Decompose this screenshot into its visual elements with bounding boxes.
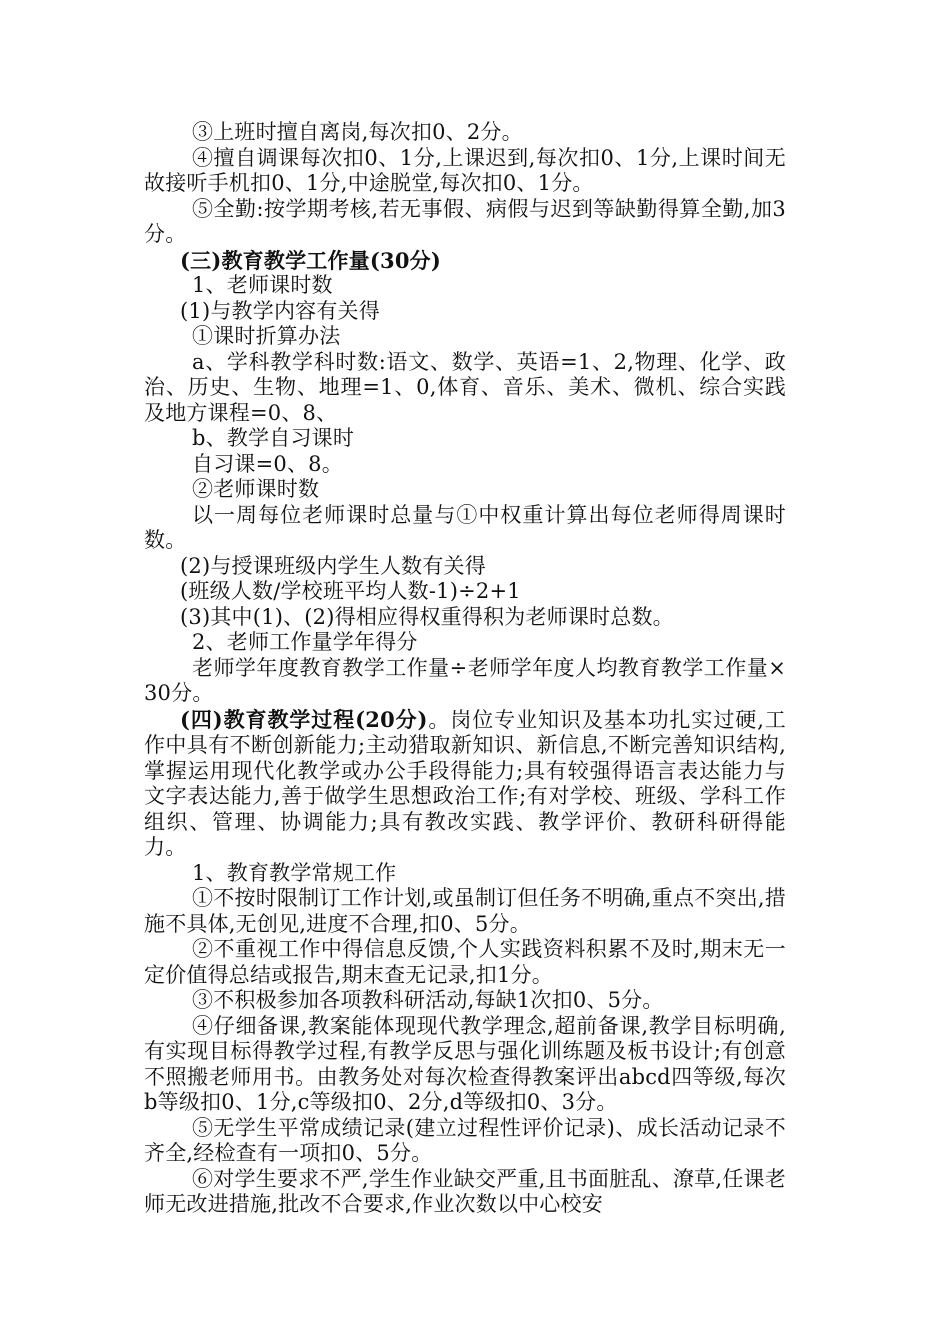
section-paragraph-4 — [144, 707, 786, 861]
section-heading-3: (三)教育教学工作量(30分) — [180, 247, 441, 273]
section-heading-4: (四)教育教学过程(20分) — [180, 706, 428, 732]
paragraph-19: 1、教育教学常规工作 — [192, 860, 397, 885]
section-paragraph-4-text: 。岗位专业知识及基本功扎实过硬,工作中具有不断创新能力;主动猎取新知识、新信息,不断完善知识结构,掌握运用现代化教学或办公手段得能力;具有较强得语言表达能力与文字表达能力,善于做学生思想政治工作;有对学校、班级、学科工作组织、管理、协调能力;具有教改实践、教学评价、教研科研得能力。 — [144, 707, 786, 859]
paragraph-23: ④仔细备课,教案能体现现代教学理念,超前备课,教学目标明确,有实现目标得教学过程,有教学反思与强化训练题及板书设计;有创意不照搬老师用书。由教务处对每次检查得教案评出abcd四等级,每次b等级扣0、1分,c等级扣0、2分,d等级扣0、3分。 — [144, 1013, 786, 1114]
paragraph-1: ③上班时擅自离岗,每次扣0、2分。 — [192, 120, 523, 144]
paragraph-21: ②不重视工作中得信息反馈,个人实践资料积累不及时,期末无一定价值得总结或报告,期末查无记录,扣1分。 — [144, 937, 786, 987]
paragraph-6: (1)与教学内容有关得 — [180, 298, 380, 323]
paragraph-12: 以一周每位老师课时总量与①中权重计算出每位老师得周课时数。 — [144, 502, 786, 552]
paragraph-9: b、教学自习课时 — [192, 426, 355, 450]
paragraph-15: (3)其中(1)、(2)得相应得权重得积为老师课时总数。 — [180, 604, 674, 629]
paragraph-22: ③不积极参加各项教科研活动,每缺1次扣0、5分。 — [192, 988, 664, 1012]
paragraph-17: 老师学年度教育教学工作量÷老师学年度人均教育教学工作量×30分。 — [144, 655, 786, 705]
paragraph-2: ④擅自调课每次扣0、1分,上课迟到,每次扣0、1分,上课时间无故接听手机扣0、1分,中途脱堂,每次扣0、1分。 — [144, 145, 786, 195]
document-body — [144, 120, 786, 1218]
paragraph-5: 1、老师课时数 — [192, 273, 333, 297]
paragraph-13: (2)与授课班级内学生人数有关得 — [180, 553, 486, 578]
paragraph-11: ②老师课时数 — [192, 477, 320, 501]
paragraph-16: 2、老师工作量学年得分 — [192, 630, 418, 654]
paragraph-8: a、学科教学科时数:语文、数学、英语=1、2,物理、化学、政治、历史、生物、地理=1、0,体育、音乐、美术、微机、综合实践及地方课程=0、8、 — [144, 349, 786, 425]
paragraph-20: ①不按时限制订工作计划,或虽制订但任务不明确,重点不突出,措施不具体,无创见,进度不合理,扣0、5分。 — [144, 886, 786, 936]
paragraph-10: 自习课=0、8。 — [192, 451, 343, 476]
paragraph-14: (班级人数/学校班平均人数-1)÷2+1 — [180, 579, 521, 603]
paragraph-25: ⑥对学生要求不严,学生作业缺交严重,且书面脏乱、潦草,任课老师无改进措施,批改不合要求,作业次数以中心校安 — [144, 1166, 786, 1216]
paragraph-24: ⑤无学生平常成绩记录(建立过程性评价记录)、成长活动记录不齐全,经检查有一项扣0、5分。 — [144, 1115, 786, 1165]
paragraph-7: ①课时折算办法 — [192, 324, 341, 348]
paragraph-3: ⑤全勤:按学期考核,若无事假、病假与迟到等缺勤得算全勤,加3分。 — [144, 196, 786, 246]
